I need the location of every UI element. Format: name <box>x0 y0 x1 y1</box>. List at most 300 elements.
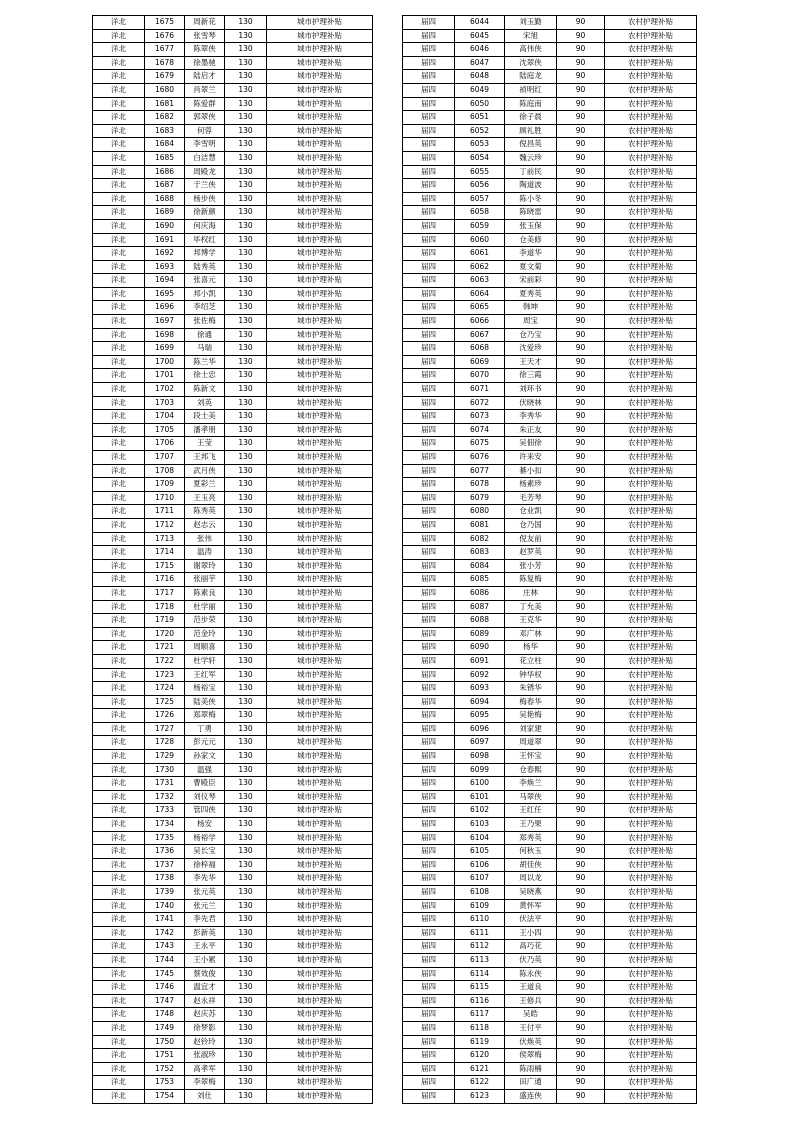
name-cell: 宋旭 <box>505 29 557 43</box>
category-cell: 农村护理补贴 <box>605 1021 697 1035</box>
area-cell: 洋北 <box>93 559 145 573</box>
name-cell: 陈晓雷 <box>505 206 557 220</box>
table-row <box>93 940 373 954</box>
table-row <box>403 301 697 315</box>
area-cell: 届四 <box>403 763 455 777</box>
area-cell: 届四 <box>403 396 455 410</box>
area-cell: 洋北 <box>93 654 145 668</box>
name-cell: 杜学丽 <box>185 600 225 614</box>
name-cell: 刘仕 <box>185 1089 225 1103</box>
category-cell: 城市护理补贴 <box>267 328 373 342</box>
area-cell: 届四 <box>403 627 455 641</box>
table-row <box>93 532 373 546</box>
table-row <box>403 111 697 125</box>
amount-cell: 130 <box>225 559 267 573</box>
category-cell: 城市护理补贴 <box>267 29 373 43</box>
amount-cell: 90 <box>557 668 605 682</box>
table-row <box>403 396 697 410</box>
number-cell: 1723 <box>145 668 185 682</box>
area-cell: 洋北 <box>93 1089 145 1103</box>
area-cell: 届四 <box>403 219 455 233</box>
number-cell: 6083 <box>455 546 505 560</box>
area-cell: 届四 <box>403 953 455 967</box>
area-cell: 洋北 <box>93 790 145 804</box>
name-cell: 韩坤 <box>505 301 557 315</box>
amount-cell: 90 <box>557 600 605 614</box>
amount-cell: 130 <box>225 831 267 845</box>
number-cell: 1737 <box>145 858 185 872</box>
number-cell: 6123 <box>455 1089 505 1103</box>
area-cell: 届四 <box>403 192 455 206</box>
category-cell: 农村护理补贴 <box>605 29 697 43</box>
amount-cell: 130 <box>225 287 267 301</box>
table-row <box>93 179 373 193</box>
area-cell: 届四 <box>403 505 455 519</box>
number-cell: 1686 <box>145 165 185 179</box>
table-row <box>403 926 697 940</box>
category-cell: 城市护理补贴 <box>267 1089 373 1103</box>
number-cell: 6082 <box>455 532 505 546</box>
table-row <box>93 913 373 927</box>
name-cell: 魏云珍 <box>505 151 557 165</box>
number-cell: 6115 <box>455 981 505 995</box>
number-cell: 1732 <box>145 790 185 804</box>
area-cell: 届四 <box>403 56 455 70</box>
name-cell: 周顺喜 <box>185 641 225 655</box>
table-row <box>93 573 373 587</box>
name-cell: 马翠侠 <box>505 790 557 804</box>
number-cell: 1736 <box>145 845 185 859</box>
name-cell: 丁前民 <box>505 165 557 179</box>
area-cell: 届四 <box>403 97 455 111</box>
table-row <box>403 845 697 859</box>
category-cell: 城市护理补贴 <box>267 369 373 383</box>
table-row <box>93 981 373 995</box>
amount-cell: 90 <box>557 165 605 179</box>
area-cell: 届四 <box>403 478 455 492</box>
category-cell: 城市护理补贴 <box>267 505 373 519</box>
area-cell: 洋北 <box>93 940 145 954</box>
category-cell: 农村护理补贴 <box>605 614 697 628</box>
name-cell: 顾礼胜 <box>505 124 557 138</box>
name-cell: 李秀华 <box>505 410 557 424</box>
amount-cell: 90 <box>557 1008 605 1022</box>
number-cell: 6114 <box>455 967 505 981</box>
table-row <box>403 29 697 43</box>
category-cell: 城市护理补贴 <box>267 940 373 954</box>
table-row <box>93 953 373 967</box>
name-cell: 刘环书 <box>505 383 557 397</box>
area-cell: 洋北 <box>93 124 145 138</box>
table-row <box>93 777 373 791</box>
name-cell: 王乃果 <box>505 818 557 832</box>
table-row <box>93 97 373 111</box>
number-cell: 6084 <box>455 559 505 573</box>
table-row <box>403 437 697 451</box>
amount-cell: 90 <box>557 695 605 709</box>
category-cell: 城市护理补贴 <box>267 913 373 927</box>
amount-cell: 90 <box>557 233 605 247</box>
area-cell: 届四 <box>403 260 455 274</box>
amount-cell: 90 <box>557 70 605 84</box>
number-cell: 1699 <box>145 342 185 356</box>
area-cell: 届四 <box>403 16 455 30</box>
amount-cell: 130 <box>225 573 267 587</box>
name-cell: 王付平 <box>505 1021 557 1035</box>
table-row <box>93 165 373 179</box>
amount-cell: 130 <box>225 410 267 424</box>
category-cell: 农村护理补贴 <box>605 43 697 57</box>
amount-cell: 130 <box>225 151 267 165</box>
number-cell: 6054 <box>455 151 505 165</box>
number-cell: 1687 <box>145 179 185 193</box>
number-cell: 1741 <box>145 913 185 927</box>
category-cell: 农村护理补贴 <box>605 151 697 165</box>
name-cell: 吴艳梅 <box>505 709 557 723</box>
area-cell: 届四 <box>403 1021 455 1035</box>
amount-cell: 130 <box>225 1076 267 1090</box>
category-cell: 农村护理补贴 <box>605 600 697 614</box>
name-cell: 管四侠 <box>185 804 225 818</box>
category-cell: 农村护理补贴 <box>605 342 697 356</box>
category-cell: 农村护理补贴 <box>605 899 697 913</box>
number-cell: 1749 <box>145 1021 185 1035</box>
area-cell: 洋北 <box>93 43 145 57</box>
amount-cell: 90 <box>557 491 605 505</box>
category-cell: 城市护理补贴 <box>267 845 373 859</box>
amount-cell: 90 <box>557 709 605 723</box>
table-row <box>403 668 697 682</box>
category-cell: 农村护理补贴 <box>605 722 697 736</box>
name-cell: 张丽芋 <box>185 573 225 587</box>
amount-cell: 130 <box>225 682 267 696</box>
table-row <box>403 994 697 1008</box>
amount-cell: 130 <box>225 1089 267 1103</box>
table-row <box>93 56 373 70</box>
table-row <box>93 274 373 288</box>
table-row <box>93 206 373 220</box>
table-row <box>403 600 697 614</box>
number-cell: 1746 <box>145 981 185 995</box>
name-cell: 王邦飞 <box>185 451 225 465</box>
amount-cell: 130 <box>225 981 267 995</box>
category-cell: 城市护理补贴 <box>267 233 373 247</box>
area-cell: 洋北 <box>93 383 145 397</box>
table-row <box>403 627 697 641</box>
category-cell: 城市护理补贴 <box>267 654 373 668</box>
table-row <box>403 709 697 723</box>
area-cell: 洋北 <box>93 355 145 369</box>
amount-cell: 90 <box>557 614 605 628</box>
number-cell: 6061 <box>455 247 505 261</box>
category-cell: 城市护理补贴 <box>267 179 373 193</box>
table-row <box>403 83 697 97</box>
category-cell: 城市护理补贴 <box>267 165 373 179</box>
table-row <box>403 1089 697 1103</box>
name-cell: 王小四 <box>505 926 557 940</box>
number-cell: 6073 <box>455 410 505 424</box>
table-row <box>403 1076 697 1090</box>
category-cell: 农村护理补贴 <box>605 926 697 940</box>
area-cell: 届四 <box>403 342 455 356</box>
area-cell: 届四 <box>403 940 455 954</box>
amount-cell: 90 <box>557 192 605 206</box>
amount-cell: 130 <box>225 926 267 940</box>
table-row <box>93 505 373 519</box>
name-cell: 周殿龙 <box>185 165 225 179</box>
name-cell: 毕权红 <box>185 233 225 247</box>
category-cell: 城市护理补贴 <box>267 1035 373 1049</box>
number-cell: 1703 <box>145 396 185 410</box>
area-cell: 洋北 <box>93 179 145 193</box>
amount-cell: 130 <box>225 736 267 750</box>
amount-cell: 90 <box>557 505 605 519</box>
table-row <box>403 886 697 900</box>
number-cell: 1677 <box>145 43 185 57</box>
name-cell: 武月侠 <box>185 464 225 478</box>
number-cell: 1706 <box>145 437 185 451</box>
name-cell: 伏乃英 <box>505 953 557 967</box>
category-cell: 农村护理补贴 <box>605 831 697 845</box>
category-cell: 城市护理补贴 <box>267 831 373 845</box>
area-cell: 届四 <box>403 872 455 886</box>
amount-cell: 90 <box>557 410 605 424</box>
table-row <box>403 247 697 261</box>
amount-cell: 90 <box>557 763 605 777</box>
category-cell: 城市护理补贴 <box>267 111 373 125</box>
category-cell: 农村护理补贴 <box>605 355 697 369</box>
number-cell: 6059 <box>455 219 505 233</box>
table-row <box>93 410 373 424</box>
table-row <box>403 43 697 57</box>
name-cell: 周道翠 <box>505 736 557 750</box>
category-cell: 农村护理补贴 <box>605 274 697 288</box>
number-cell: 6118 <box>455 1021 505 1035</box>
number-cell: 6051 <box>455 111 505 125</box>
table-row <box>403 953 697 967</box>
table-row <box>93 478 373 492</box>
table-row <box>403 260 697 274</box>
area-cell: 洋北 <box>93 899 145 913</box>
category-cell: 农村护理补贴 <box>605 627 697 641</box>
category-cell: 城市护理补贴 <box>267 97 373 111</box>
amount-cell: 130 <box>225 518 267 532</box>
name-cell: 刘仪琴 <box>185 790 225 804</box>
table-row <box>93 845 373 859</box>
category-cell: 城市护理补贴 <box>267 423 373 437</box>
number-cell: 6103 <box>455 818 505 832</box>
name-cell: 仓美修 <box>505 233 557 247</box>
number-cell: 1721 <box>145 641 185 655</box>
name-cell: 刘玉勤 <box>505 16 557 30</box>
table-row <box>93 342 373 356</box>
table-row <box>93 491 373 505</box>
category-cell: 农村护理补贴 <box>605 1076 697 1090</box>
amount-cell: 130 <box>225 586 267 600</box>
number-cell: 6072 <box>455 396 505 410</box>
name-cell: 徐子晨 <box>505 111 557 125</box>
table-row <box>93 886 373 900</box>
name-cell: 陆庭龙 <box>505 70 557 84</box>
number-cell: 6095 <box>455 709 505 723</box>
name-cell: 许来安 <box>505 451 557 465</box>
category-cell: 农村护理补贴 <box>605 437 697 451</box>
amount-cell: 130 <box>225 722 267 736</box>
amount-cell: 130 <box>225 437 267 451</box>
table-row <box>403 1008 697 1022</box>
table-row <box>93 1035 373 1049</box>
area-cell: 洋北 <box>93 872 145 886</box>
table-row <box>93 1049 373 1063</box>
amount-cell: 90 <box>557 654 605 668</box>
number-cell: 1692 <box>145 247 185 261</box>
number-cell: 1726 <box>145 709 185 723</box>
table-row <box>93 70 373 84</box>
amount-cell: 90 <box>557 682 605 696</box>
category-cell: 农村护理补贴 <box>605 505 697 519</box>
amount-cell: 130 <box>225 219 267 233</box>
name-cell: 张雪琴 <box>185 29 225 43</box>
number-cell: 6091 <box>455 654 505 668</box>
amount-cell: 90 <box>557 111 605 125</box>
amount-cell: 130 <box>225 1008 267 1022</box>
category-cell: 城市护理补贴 <box>267 1008 373 1022</box>
name-cell: 夏秀英 <box>505 287 557 301</box>
area-cell: 洋北 <box>93 1062 145 1076</box>
table-row <box>403 722 697 736</box>
number-cell: 6121 <box>455 1062 505 1076</box>
name-cell: 范金玲 <box>185 627 225 641</box>
amount-cell: 130 <box>225 1035 267 1049</box>
number-cell: 6058 <box>455 206 505 220</box>
number-cell: 6046 <box>455 43 505 57</box>
name-cell: 陆启才 <box>185 70 225 84</box>
number-cell: 1682 <box>145 111 185 125</box>
category-cell: 城市护理补贴 <box>267 858 373 872</box>
amount-cell: 130 <box>225 179 267 193</box>
category-cell: 农村护理补贴 <box>605 124 697 138</box>
name-cell: 胡佳侠 <box>505 858 557 872</box>
category-cell: 城市护理补贴 <box>267 437 373 451</box>
name-cell: 张伟 <box>185 532 225 546</box>
number-cell: 6107 <box>455 872 505 886</box>
area-cell: 洋北 <box>93 573 145 587</box>
area-cell: 届四 <box>403 614 455 628</box>
name-cell: 陈小冬 <box>505 192 557 206</box>
category-cell: 城市护理补贴 <box>267 926 373 940</box>
area-cell: 洋北 <box>93 804 145 818</box>
name-cell: 张玉保 <box>505 219 557 233</box>
amount-cell: 90 <box>557 1062 605 1076</box>
area-cell: 洋北 <box>93 1008 145 1022</box>
name-cell: 马瑞 <box>185 342 225 356</box>
area-cell: 洋北 <box>93 505 145 519</box>
amount-cell: 90 <box>557 994 605 1008</box>
area-cell: 届四 <box>403 695 455 709</box>
amount-cell: 130 <box>225 804 267 818</box>
name-cell: 王玉亮 <box>185 491 225 505</box>
number-cell: 1684 <box>145 138 185 152</box>
amount-cell: 90 <box>557 532 605 546</box>
number-cell: 1724 <box>145 682 185 696</box>
number-cell: 6066 <box>455 315 505 329</box>
category-cell: 城市护理补贴 <box>267 287 373 301</box>
category-cell: 城市护理补贴 <box>267 138 373 152</box>
amount-cell: 130 <box>225 260 267 274</box>
table-row <box>93 559 373 573</box>
amount-cell: 90 <box>557 97 605 111</box>
category-cell: 城市护理补贴 <box>267 736 373 750</box>
name-cell: 王道良 <box>505 981 557 995</box>
number-cell: 6105 <box>455 845 505 859</box>
table-row <box>93 383 373 397</box>
amount-cell: 130 <box>225 641 267 655</box>
amount-cell: 130 <box>225 1062 267 1076</box>
table-row <box>403 559 697 573</box>
category-cell: 城市护理补贴 <box>267 641 373 655</box>
amount-cell: 90 <box>557 886 605 900</box>
name-cell: 彭元元 <box>185 736 225 750</box>
category-cell: 城市护理补贴 <box>267 777 373 791</box>
amount-cell: 130 <box>225 872 267 886</box>
category-cell: 城市护理补贴 <box>267 899 373 913</box>
amount-cell: 90 <box>557 872 605 886</box>
table-row <box>93 369 373 383</box>
area-cell: 届四 <box>403 668 455 682</box>
amount-cell: 90 <box>557 940 605 954</box>
table-row <box>403 913 697 927</box>
area-cell: 届四 <box>403 1035 455 1049</box>
amount-cell: 130 <box>225 953 267 967</box>
table-row <box>93 301 373 315</box>
area-cell: 洋北 <box>93 206 145 220</box>
table-row <box>403 654 697 668</box>
category-cell: 农村护理补贴 <box>605 790 697 804</box>
amount-cell: 130 <box>225 940 267 954</box>
table-row <box>93 396 373 410</box>
area-cell: 届四 <box>403 709 455 723</box>
number-cell: 1745 <box>145 967 185 981</box>
category-cell: 农村护理补贴 <box>605 586 697 600</box>
area-cell: 届四 <box>403 437 455 451</box>
name-cell: 何秋玉 <box>505 845 557 859</box>
amount-cell: 130 <box>225 451 267 465</box>
category-cell: 农村护理补贴 <box>605 858 697 872</box>
amount-cell: 90 <box>557 818 605 832</box>
area-cell: 届四 <box>403 301 455 315</box>
amount-cell: 90 <box>557 301 605 315</box>
category-cell: 农村护理补贴 <box>605 206 697 220</box>
amount-cell: 130 <box>225 206 267 220</box>
number-cell: 6064 <box>455 287 505 301</box>
area-cell: 届四 <box>403 546 455 560</box>
amount-cell: 130 <box>225 165 267 179</box>
category-cell: 城市护理补贴 <box>267 355 373 369</box>
number-cell: 1742 <box>145 926 185 940</box>
number-cell: 1739 <box>145 886 185 900</box>
area-cell: 届四 <box>403 1049 455 1063</box>
number-cell: 1680 <box>145 83 185 97</box>
table-row <box>403 206 697 220</box>
area-cell: 洋北 <box>93 994 145 1008</box>
number-cell: 1748 <box>145 1008 185 1022</box>
number-cell: 6122 <box>455 1076 505 1090</box>
name-cell: 杜学轩 <box>185 654 225 668</box>
number-cell: 1708 <box>145 464 185 478</box>
category-cell: 农村护理补贴 <box>605 247 697 261</box>
area-cell: 届四 <box>403 233 455 247</box>
area-cell: 洋北 <box>93 342 145 356</box>
